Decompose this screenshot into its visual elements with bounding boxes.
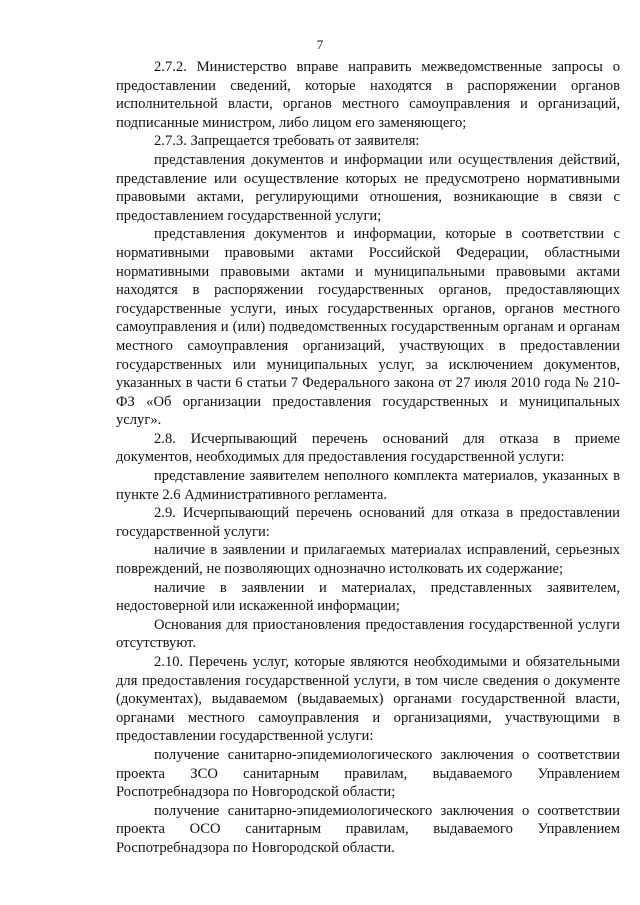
paragraph-2-10-item-2: получение санитарно-эпидемиологического заключения о соответствии проекта ОСО санитарным правилам, выдаваемого Управлением Роспотребнадзора по Новгородской области.	[116, 802, 620, 856]
paragraph-2-10: 2.10. Перечень услуг, которые являются необходимыми и обязательными для предоставления государственной услуги, в том числе сведения о документе (документах), выдаваемом (выдаваемых) органами государственной власти, органами местного самоуправления и организациями, участвующими в предоставлении государственной услуги:	[116, 654, 620, 745]
paragraph-2-7-3-item-1: представления документов и информации или осуществления действий, представление или осуществление которых не предусмотрено нормативными правовыми актами, регулирующими отношения, возникающие в связи с предоставлением государственной услуги;	[116, 151, 620, 224]
paragraph-2-7-3-item-2: представления документов и информации, которые в соответствии с нормативными правовыми актами Российской Федерации, областными нормативными правовыми актами и муниципальными правовыми актами находятся в распоряжении государственных органов, предоставляющих государственные услуги, иных государственных органов, органов местного самоуправления и (или) подведомственных государственным органам и органам местного самоуправления организаций, участвующих в предоставлении государственных или муниципальных услуг, за исключением документов, указанных в части 6 статьи 7 Федерального закона от 27 июля 2010 года № 210-ФЗ «Об организации предоставления государственных и муниципальных услуг».	[116, 226, 620, 429]
page-number: 7	[316, 37, 324, 52]
paragraph-2-9-item-2: наличие в заявлении и материалах, представленных заявителем, недостоверной или искаженной информации;	[116, 579, 620, 615]
paragraph-2-7-3: 2.7.3. Запрещается требовать от заявителя:	[154, 133, 420, 150]
paragraph-suspension: Основания для приостановления предоставления государственной услуги отсутствуют.	[116, 616, 620, 652]
paragraph-2-10-item-1: получение санитарно-эпидемиологического заключения о соответствии проекта ЗСО санитарным правилам, выдаваемого Управлением Роспотребнадзора по Новгородской области;	[116, 746, 620, 801]
paragraph-2-8-item-1: представление заявителем неполного комплекта материалов, указанных в пункте 2.6 Административного регламента.	[116, 468, 620, 503]
paragraph-2-9-item-1: наличие в заявлении и прилагаемых материалах исправлений, серьезных повреждений, не позволяющих однозначно истолковать их содержание;	[116, 542, 620, 578]
paragraph-2-8: 2.8. Исчерпывающий перечень оснований для отказа в приеме документов, необходимых для предоставления государственной услуги:	[116, 430, 620, 466]
document-body	[116, 58, 620, 858]
paragraph-2-9: 2.9. Исчерпывающий перечень оснований для отказа в предоставлении государственной услуги:	[116, 505, 620, 540]
paragraph-2-7-2: 2.7.2. Министерство вправе направить межведомственные запросы о предоставлении сведений, которые находятся в распоряжении органов исполнительной власти, органов местного самоуправления и организаций, подписанные министром, либо лицом его заменяющего;	[116, 59, 620, 131]
